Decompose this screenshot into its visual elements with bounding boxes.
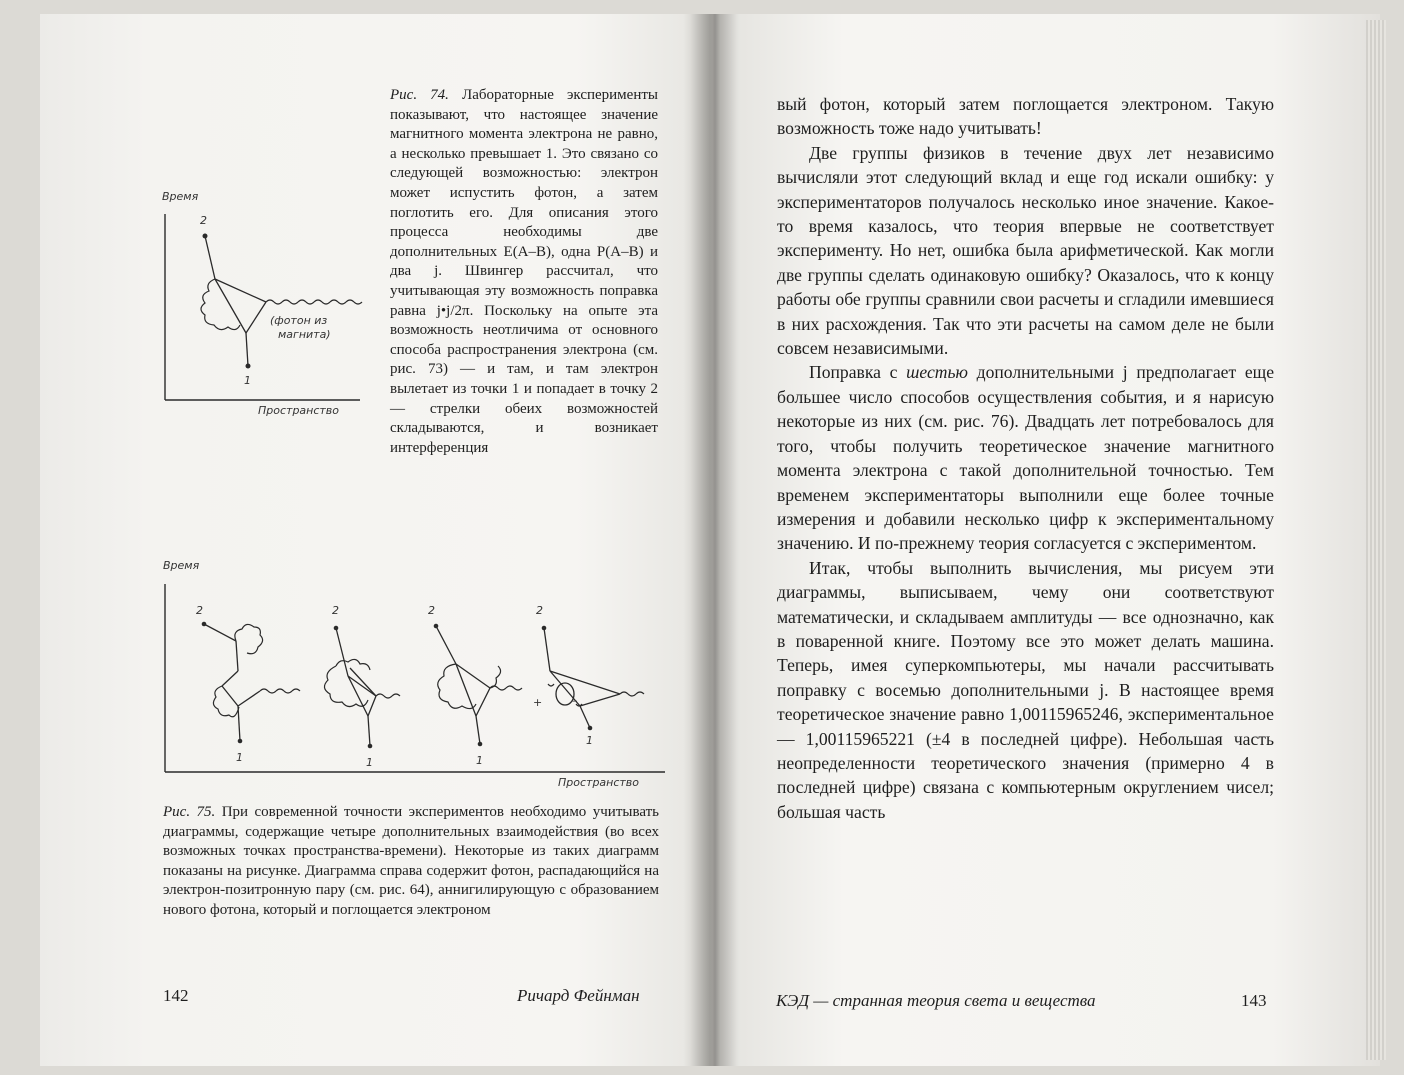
paragraph-3: [777, 360, 1274, 555]
fig75-d4-point-2: 2: [536, 604, 543, 617]
paragraph-3-rest: дополнительными j предполагает еще большее число способов осуществления события, и я нарисую некоторые из них (см. рис. 76). Двадцать лет потребовалось для того, чтобы получить теоретическое значение магнитного момента электрона с такой дополнительной точностью. Тем временем экспериментаторы выполнили еще более точные измерения и добавили несколько цифр к экспериментальному значению. И по-прежнему теория согласуется с экспериментом.: [777, 362, 1275, 554]
book-title-running-head: КЭД — странная теория света и вещества: [776, 991, 1096, 1010]
figure-75-caption: [163, 803, 659, 921]
page-edges: [1366, 20, 1386, 1060]
figure-74-caption: [390, 86, 658, 458]
fig74-diagram: [201, 234, 362, 369]
fig75-d1-point-1: 1: [236, 751, 243, 764]
fig74-photon-label-2: магнита): [278, 328, 331, 341]
fig75-diagram-2: [324, 604, 400, 769]
fig75-space-label: Пространство: [558, 776, 640, 789]
left-page-number: 142: [163, 986, 189, 1005]
fig74-space-label: Пространство: [258, 404, 340, 417]
right-page-body: [777, 92, 1274, 824]
paragraph-4: Итак, чтобы выполнить вычисления, мы рисуем эти диаграммы, выписываем, чему они соответствуют математически, и складываем амплитуды — все однозначно, как в поваренной книге. Поэтому все это может делать машина. Теперь, имея суперкомпьютеры, мы начали рассчитывать поправку с восемью дополнительными j. В настоящее время теоретическое значение равно 1,00115965246, экспериментальное — 1,00115965221 (±4 в последней цифре). Небольшая часть неопределенности теоретического значения (примерно 4 в последней цифре) связана с компьютерным округлением чисел; большая часть: [777, 557, 1274, 822]
book-gutter: [690, 14, 740, 1066]
figure-74: [160, 186, 390, 416]
paragraph-3-emphasis: шестью: [906, 362, 968, 383]
fig75-diagram-4: [533, 604, 644, 747]
fig74-photon-label-1: (фотон из: [270, 314, 328, 327]
figure-74-caption-label: Рис. 74.: [390, 87, 449, 103]
fig74-point-1: 1: [244, 374, 251, 387]
fig75-d2-point-2: 2: [332, 604, 339, 617]
figure-75: [160, 556, 670, 790]
paragraph-1: вый фотон, который затем поглощается электроном. Такую возможность тоже надо учитывать!: [777, 94, 1274, 139]
fig75-d1-point-2: 2: [196, 604, 203, 617]
figure-74-caption-text: Лабораторные эксперименты показывают, что настоящее значение магнитного момента электрона не равно, а несколько превышает 1. Это связано со следующей возможностью: электрон может испустить фотон, а затем поглотить его. Для описания этого процесса необходимы две дополнительных E(A–B), одна P(A–B) и два j. Швингер рассчитал, что учитывающая эту возможность поправка равна j•j/2π. Поскольку на опыте эта возможность неотличима от основного способа распространения электрона (см. рис. 73) — и там, и там электрон вылетает из точки 1 и попадает в точку 2 — стрелки обеих возможностей складываются, и возникает интерференция: [390, 87, 658, 456]
fig74-point-2: 2: [200, 214, 207, 227]
fig75-diagram-3: [428, 604, 522, 767]
fig75-d3-point-2: 2: [428, 604, 435, 617]
right-page-number: 143: [1241, 991, 1267, 1010]
fig75-time-label: Время: [163, 559, 200, 572]
fig75-plus-sign: +: [533, 696, 543, 709]
figure-75-caption-text: При современной точности экспериментов необходимо учитывать диаграммы, содержащие четыре дополнительных взаимодействия (во всех возможных точках пространства-времени). Некоторые из таких диаграмм показаны на рисунке. Диаграмма справа содержит фотон, распадающийся на электрон-позитронную пару (см. рис. 64), аннигилирующую с образованием нового фотона, который и поглощается электроном: [163, 804, 660, 918]
figure-75-caption-label: Рис. 75.: [163, 804, 216, 820]
author-running-head: Ричард Фейнман: [517, 986, 640, 1005]
fig74-time-label: Время: [162, 190, 199, 203]
paragraph-2: Две группы физиков в течение двух лет независимо вычисляли этот следующий вклад и еще год искали ошибку: у экспериментаторов получалось несколько иное значение. Какое-то время казалось, что теория впервые не соответствует эксперименту. Но нет, ошибка была арифметической. Как могли две группы сделать одинаковую ошибку? Оказалось, что к концу работы обе группы сравнили свои расчеты и сгладили имевшиеся в них расхождения. Так что эти расчеты на самом деле не были совсем независимыми.: [777, 142, 1274, 359]
fig75-d3-point-1: 1: [476, 754, 483, 767]
paragraph-3-start: Поправка с: [809, 362, 907, 383]
fig75-minus-sign: –: [572, 694, 578, 707]
fig75-diagram-1: [196, 604, 300, 764]
fig75-d2-point-1: 1: [366, 756, 373, 769]
fig75-d4-point-1: 1: [586, 734, 593, 747]
